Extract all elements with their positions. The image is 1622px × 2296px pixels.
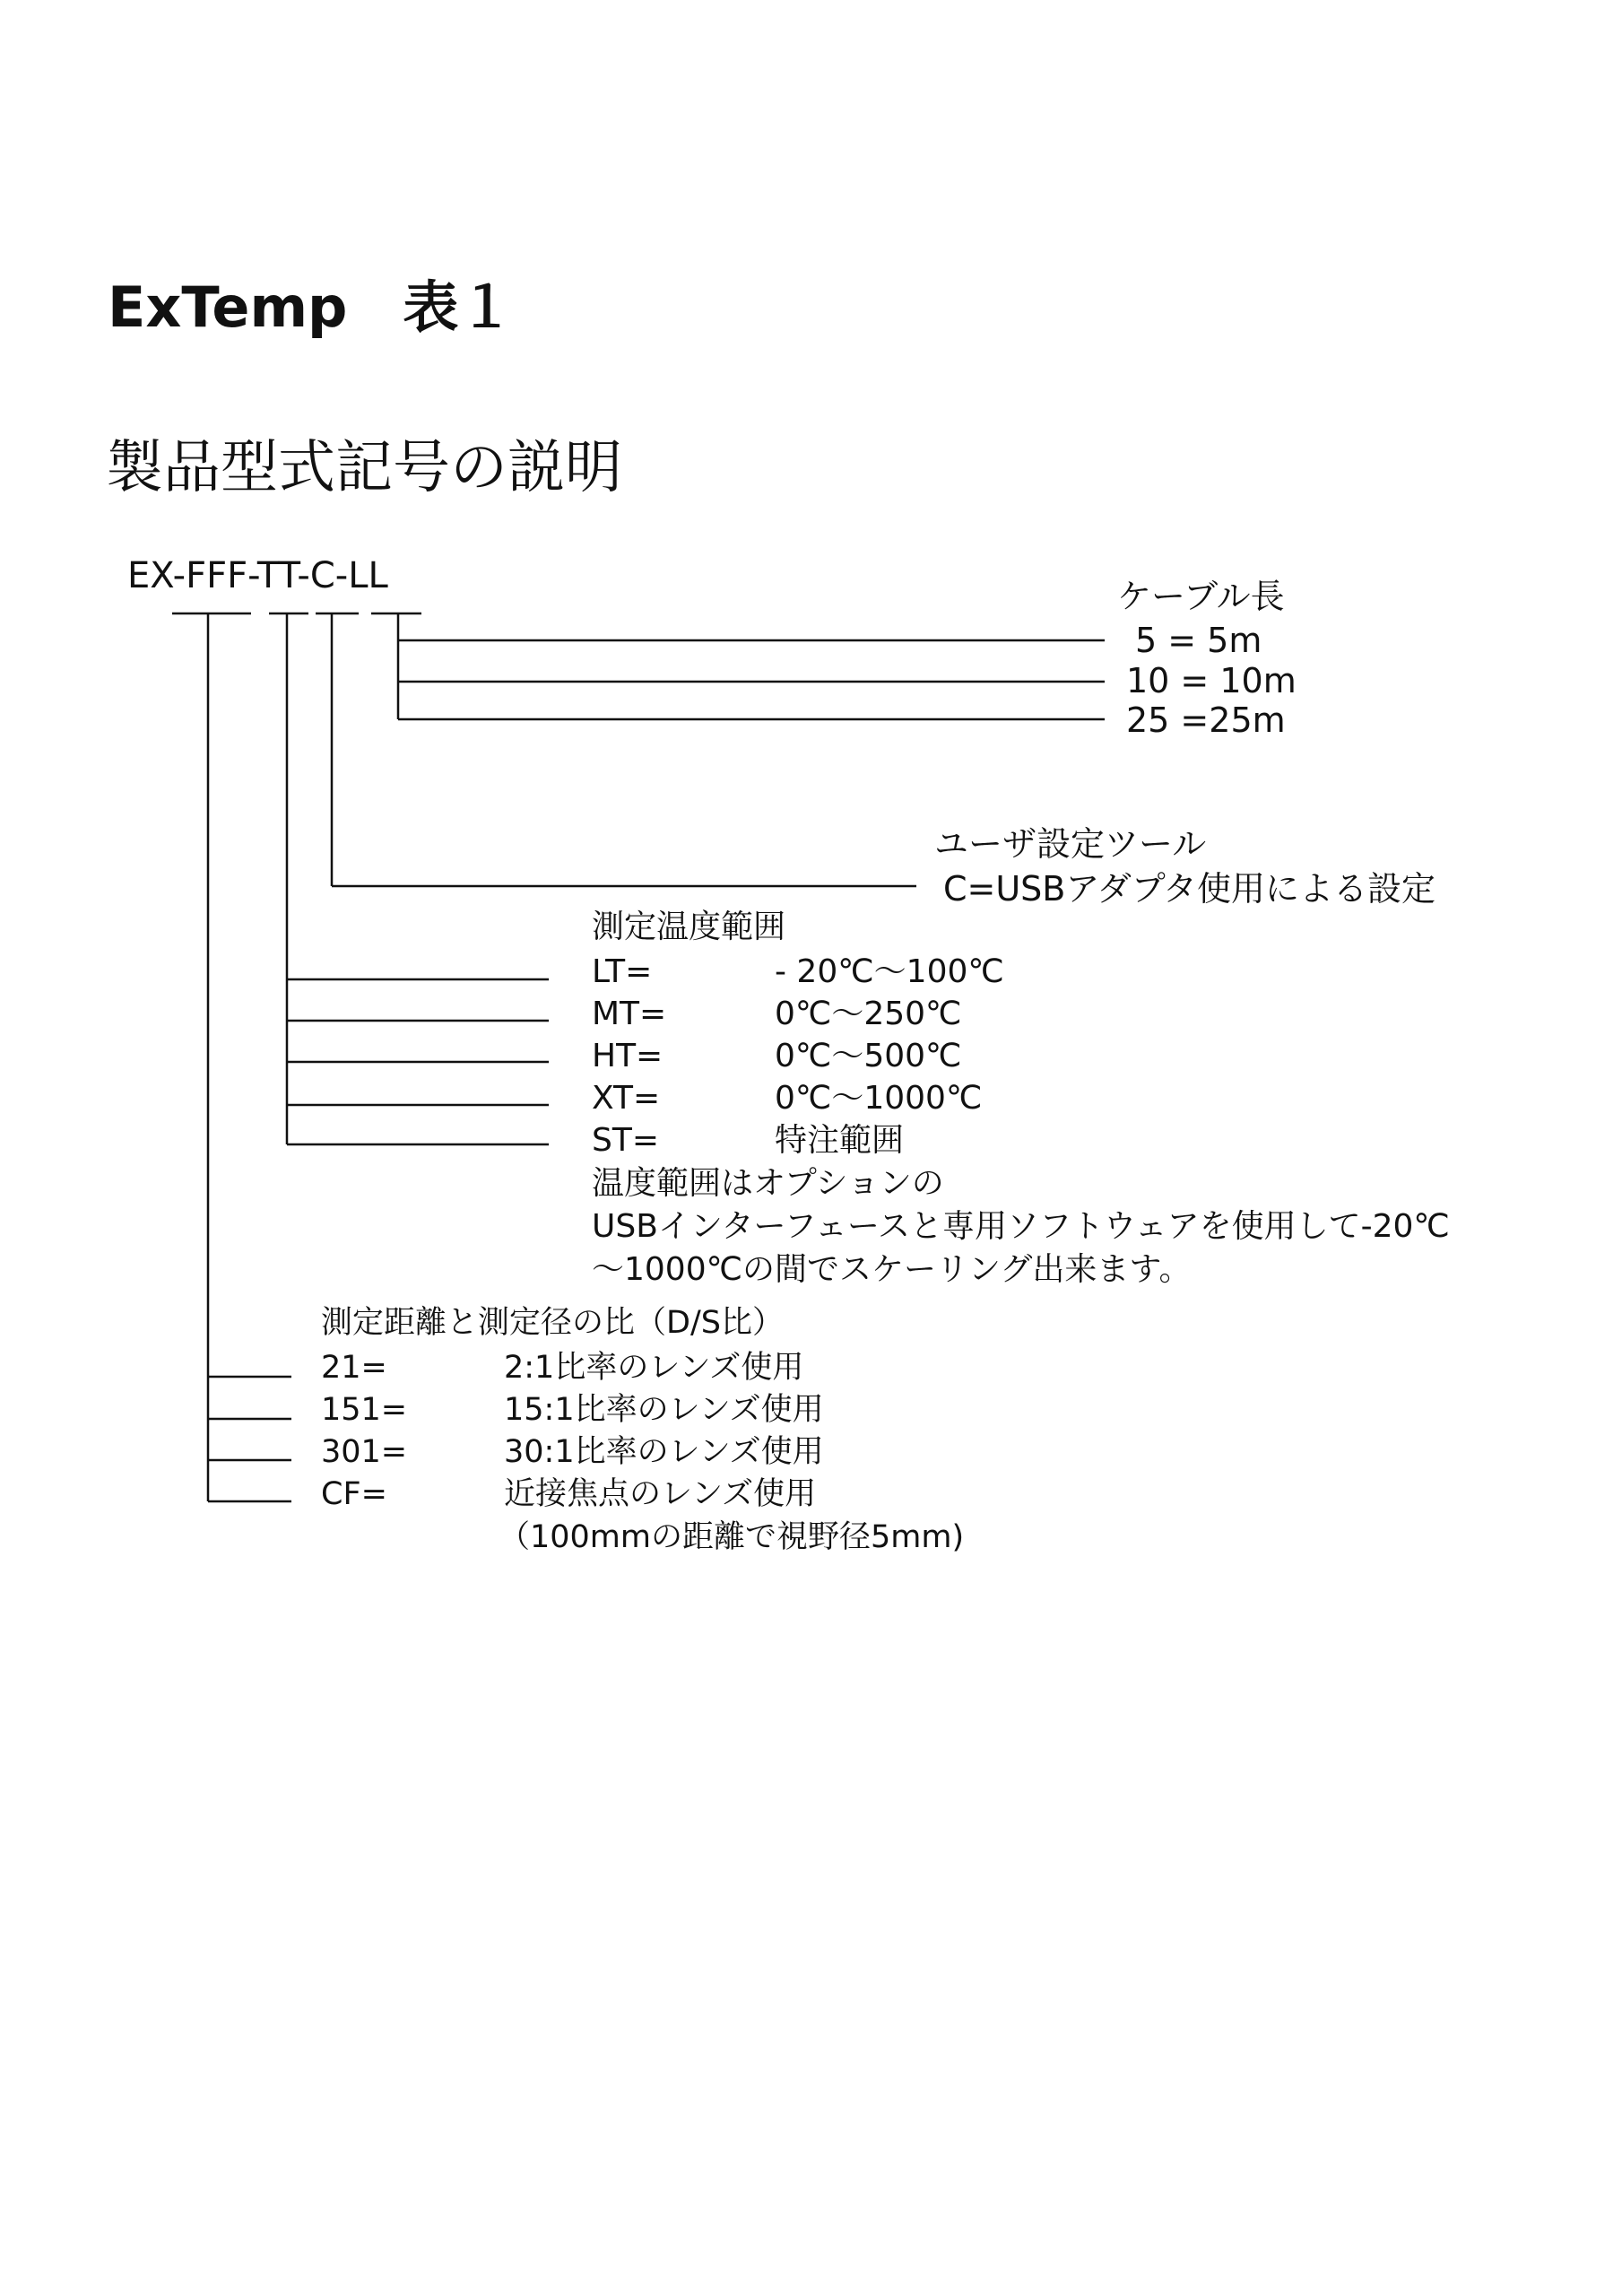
temp-note-1: 温度範囲はオプションの [592,1165,944,1202]
temp-code-st: ST= [592,1122,660,1159]
tool-item: C=USBアダプタ使用による設定 [943,869,1436,909]
temp-range-mt: 0℃～250℃ [775,996,962,1032]
ds-desc-21: 2:1比率のレンズ使用 [504,1350,804,1386]
ds-code-301: 301= [321,1434,408,1470]
temp-code-xt: XT= [592,1080,661,1117]
cable-heading: ケーブル長 [1117,577,1285,616]
model-code: EX-FFF-TT-C-LL [127,555,388,596]
ds-code-151: 151= [321,1392,408,1428]
section-title: 製品型式記号の説明 [106,435,622,501]
temp-heading: 測定温度範囲 [592,909,786,945]
temp-code-lt: LT= [592,953,653,990]
temp-note-3: ～1000℃の間でスケーリング出来ます。 [592,1251,1192,1288]
ds-code-cf: CF= [321,1476,387,1512]
cable-item-5: 5 = 5m [1135,621,1262,660]
cable-item-10: 10 = 10m [1126,661,1297,700]
ds-desc-cf: 近接焦点のレンズ使用 [504,1476,817,1512]
temp-range-st: 特注範囲 [775,1122,905,1159]
ds-heading: 測定距離と測定径の比（D/S比） [321,1305,784,1341]
tool-heading: ユーザ設定ツール [934,824,1207,864]
temp-code-mt: MT= [592,996,667,1032]
page-title: ExTemp 表１ [108,274,515,340]
temp-range-lt: - 20℃～100℃ [775,953,1004,990]
temp-range-ht: 0℃～500℃ [775,1038,962,1074]
ds-code-21: 21= [321,1350,387,1386]
ds-desc-151: 15:1比率のレンズ使用 [504,1392,824,1428]
temp-code-ht: HT= [592,1038,664,1074]
temp-note-2: USBインターフェースと専用ソフトウェアを使用して-20℃ [592,1208,1450,1245]
temp-range-xt: 0℃～1000℃ [775,1080,983,1117]
ds-desc-301: 30:1比率のレンズ使用 [504,1434,824,1470]
ds-note: （100mmの距離で視野径5mm) [499,1519,965,1555]
cable-item-25: 25 =25m [1126,700,1286,740]
